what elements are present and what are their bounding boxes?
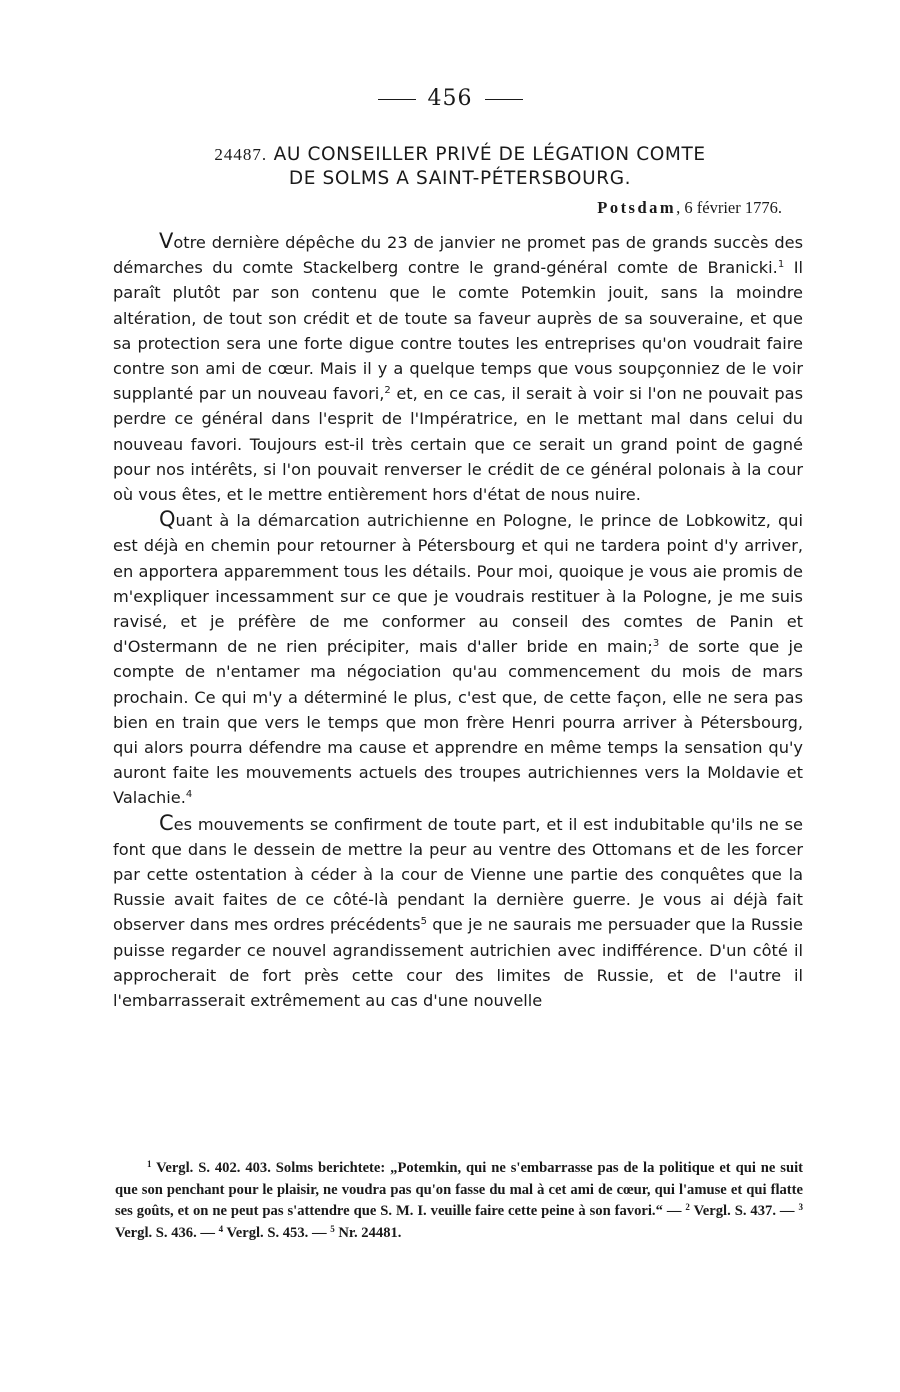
letter-heading <box>140 143 780 191</box>
paragraph-3-text-b: que je ne saurais me persuader que la Russie puisse regarder ce nouvel agrandissement autrichien avec indifférence. D'un côté il approcherait de fort près cette cour des limites de Russie, et de l'autre il l'embarrasserait extrêmement au cas d'une nouvelle <box>113 915 803 1011</box>
footnote-block <box>115 1158 803 1244</box>
paragraph-1-text-b: Il paraît plutôt par son contenu que le comte Potemkin jouit, sans la moindre altération, de tout son crédit et de toute sa faveur auprès de sa souveraine, et que sa protection sera une forte digue contre toutes les entreprises qu'on voudrait faire contre son ami de cœur. Mais il y a quelque temps que vous soupçonniez de le voir supplanté par un nouveau favori, <box>113 258 803 404</box>
footnote-1: Vergl. S. 402. 403. Solms berichtete: „Potemkin, qui ne s'embarrasse pas de la politique et qui ne suit que son penchant pour le plaisir, ne voudra pas qu'on fasse du mal à cet ami de cœur, qui l'amuse et qui flatte ses goûts, et on ne peut pas s'attendre que S. M. I. veuille faire cette peine à son favori.“ — <box>115 1160 803 1219</box>
footnote-4: Vergl. S. 453. — <box>223 1224 331 1241</box>
page-number-text: 456 <box>427 86 473 111</box>
paragraph-1-text-a: Votre dernière dépêche du 23 de janvier ne promet pas de grands succès des démarches du comte Stackelberg contre le grand-général comte de Branicki. <box>113 229 803 278</box>
footnote-ref-1: 1 <box>777 259 785 271</box>
footnote-2: Vergl. S. 437. — <box>689 1203 799 1219</box>
heading-line-2: DE SOLMS A SAINT-PÉTERSBOURG. <box>288 168 632 189</box>
paragraph-2-text-b: de sorte que je compte de n'entamer ma négociation qu'au commencement du mois de mars prochain. Ce qui m'y a déterminé le plus, c'est que, de cette façon, elle ne sera pas bien en train que vers le temps que mon frère Henri pourra arriver à Pétersbourg, qui alors pourra défendre ma cause et apprendre en même temps la sensation qu'y auront faite les mouvements actuels des troupes autrichiennes vers la Moldavie et Valachie. <box>113 637 803 808</box>
page-number <box>0 86 900 111</box>
dateline-date: , 6 février 1776. <box>676 198 782 217</box>
paragraph-1-text-c: et, en ce cas, il serait à voir si l'on ne pouvait pas perdre ce général dans l'esprit de l'Impératrice, en le mettant mal dans celui du nouveau favori. Toujours est-il très certain que ce serait un grand point de gagné pour nos intérêts, si l'on pouvait renverser le crédit de ce général polonais à la cour où vous êtes, et le mettre entièrement hors d'état de nous nuire. <box>113 384 804 505</box>
footnote-ref-5: 5 <box>420 916 427 928</box>
footnote-mark-3: 3 <box>798 1202 803 1212</box>
paragraph-3-text-a: Ces mouvements se confirment de toute part, et il est indubitable qu'ils ne se font que dans le dessein de mettre la peur au ventre des Ottomans et de les forcer par cette ostentation à céder à la cour de Vienne une partie des conquêtes que la Russie avait faites de ce côté-là pendant la dernière guerre. Je vous ai déjà fait observer dans mes ordres précédents <box>113 810 803 935</box>
footnotes <box>115 1158 803 1244</box>
paragraph-2 <box>113 507 803 810</box>
footnote-mark-1: 1 <box>147 1159 152 1169</box>
letter-number: 24487. <box>214 145 268 164</box>
footnote-mark-2: 2 <box>685 1202 690 1212</box>
dateline-place: Potsdam <box>597 198 677 217</box>
right-rule <box>485 99 523 100</box>
footnote-ref-3: 3 <box>652 638 660 650</box>
dateline <box>597 198 782 218</box>
footnote-mark-5: 5 <box>330 1223 335 1234</box>
footnote-3: Vergl. S. 436. — <box>115 1224 219 1241</box>
letter-body <box>113 229 803 1013</box>
paragraph-3 <box>113 811 803 1014</box>
footnote-ref-4: 4 <box>185 789 193 801</box>
footnote-ref-2: 2 <box>384 385 391 397</box>
left-rule <box>378 99 416 100</box>
paragraph-2-text-a: Quant à la démarcation autrichienne en Pologne, le prince de Lobkowitz, qui est déjà en chemin pour retourner à Pétersbourg et qui ne tardera point d'y arriver, en apportera apparemment tous les détails. Pour moi, quoique je vous aie promis de m'expliquer incessamment sur ce que je voudrais restituer à la Pologne, je me suis ravisé, et je préfère de me conformer au conseil des comtes de Panin et d'Ostermann de ne rien précipiter, mais d'aller bride en main; <box>113 507 803 657</box>
heading-line-1: AU CONSEILLER PRIVÉ DE LÉGATION COMTE <box>273 144 706 165</box>
paragraph-1 <box>113 229 803 507</box>
footnote-5: Nr. 24481. <box>334 1224 402 1241</box>
footnote-mark-4: 4 <box>218 1223 224 1234</box>
